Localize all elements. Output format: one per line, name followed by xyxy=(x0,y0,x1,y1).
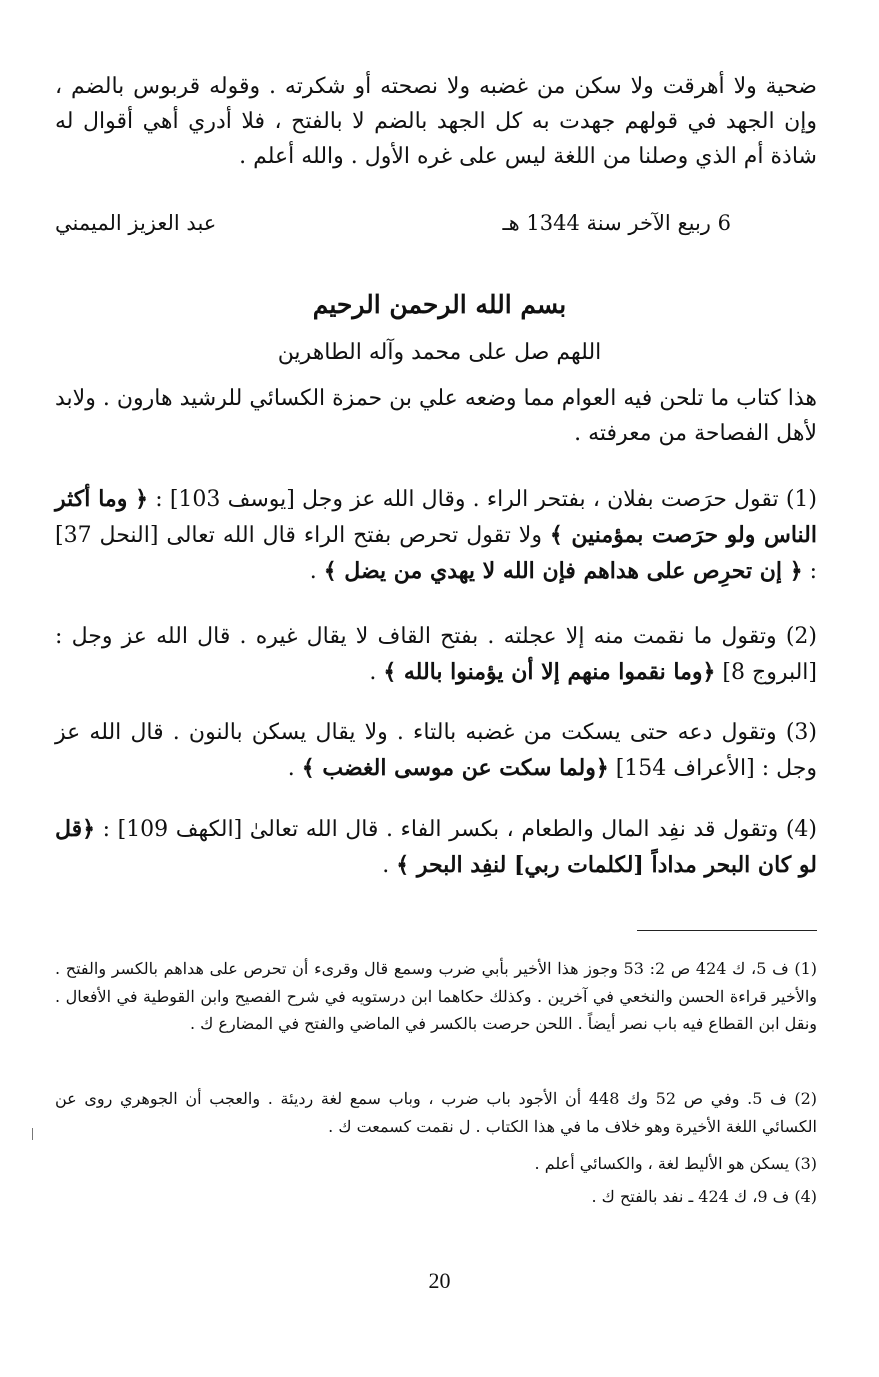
quran-quote: ﴿ إن تحرِص على هداهم فإن الله لا يهدي من يضل ﴾ xyxy=(323,557,803,584)
basmala-heading: بسم الله الرحمن الرحيم xyxy=(312,290,567,319)
quran-quote: ﴿وما نقموا منهم إلا أن يؤمنوا بالله ﴾ xyxy=(383,658,716,685)
quran-quote: ﴿ وما أكثر الناس ولو حرَصت بمؤمنين ﴾ xyxy=(55,486,817,548)
salawat-line: اللهم صل على محمد وآله الطاهرين xyxy=(277,340,602,365)
top-paragraph: ضحية ولا أهرقت ولا سكن من غضبه ولا نصحته أو شكرته . وقوله قربوس بالضم ، وإن الجهد في قولهم جهدت به كل الجهد بالضم لا بالفتح ، فلا أدري أهي أقوال له شاذة أم الذي وصلنا من اللغة ليس على غره الأول . والله أعلم . xyxy=(55,74,817,169)
footnote-1: (1) ف 5، ك 424 ص 2: 53 وجوز هذا الأخير بأبي ضرب وسمع قال وقرىء أن تحرص على هداهم بالكسر والفتح . والأخير قراءة الحسن والنخعي في آخرين . وكذلك حكاهما ابن درستويه في شرح الفصيح وابن القوطية في الأفعال . ونقل ابن القطاع فيه باب نصر أيضاً . اللحن حرصت بالكسر في الماضي والفتح في المضارع ك . xyxy=(55,959,818,1034)
entry-2 xyxy=(55,620,817,691)
intro-paragraph: هذا كتاب ما تلحن فيه العوام مما وضعه علي بن حمزة الكسائي للرشيد هارون . ولابد لأهل الفصاحة من معرفته . xyxy=(55,386,817,446)
entry-text: . xyxy=(309,558,324,584)
entry-text: (2) وتقول ما نقمت منه إلا عجلته . بفتح القاف لا يقال غيره . قال الله عز وجل : [البروج 8] xyxy=(55,624,817,685)
footnote-4: (4) ف 9، ك 424 ـ نفد بالفتح ك . xyxy=(591,1187,817,1206)
quran-quote: ﴿ولما سكت عن موسى الغضب ﴾ xyxy=(301,754,609,781)
entry-text: . xyxy=(287,755,302,781)
entry-4 xyxy=(55,812,817,884)
entry-text: (4) وتقول قد نفِد المال والطعام ، بكسر الفاء . قال الله تعالىٰ [الكهف 109] : xyxy=(95,817,817,842)
signature-line xyxy=(55,211,817,245)
signature-date: 6 ربيع الآخر سنة 1344 هـ xyxy=(502,211,731,235)
entry-text: . xyxy=(369,659,384,685)
entry-text: (1) تقول حرَصت بفلان ، بفتحر الراء . وقال الله عز وجل [يوسف 103] : xyxy=(148,487,817,512)
footnote-3: (3) يسكن هو الأليط لغة ، والكسائي أعلم . xyxy=(534,1154,817,1173)
entry-text: . xyxy=(382,852,397,878)
entry-text: ولا تقول تحرص بفتح الراء قال الله تعالى [النحل 37] : xyxy=(55,522,817,584)
entry-1 xyxy=(55,482,817,589)
entry-text: (3) وتقول دعه حتى يسكت من غضبه بالتاء . ولا يقال يسكن بالنون . قال الله عز وجل : [الأعراف 154] xyxy=(55,720,817,781)
signature-author: عبد العزيز الميمني xyxy=(55,211,217,235)
entry-3 xyxy=(55,716,817,787)
footnote-2: (2) ف 5. وفي ص 52 وك 448 أن الأجود باب ضرب ، وباب سمع لغة رديئة . والعجب أن الجوهري روى عن الكسائي اللغة الأخيرة وهو خلاف ما في هذا الكتاب . ل نقمت كسمعت ك . xyxy=(55,1089,818,1136)
page-number: 20 xyxy=(428,1268,451,1293)
quran-quote: ﴿قل لو كان البحر مداداً [لكلمات ربي] لنفِد البحر ﴾ xyxy=(55,816,817,878)
footnote-separator xyxy=(637,930,817,931)
scan-mark xyxy=(32,1128,33,1140)
